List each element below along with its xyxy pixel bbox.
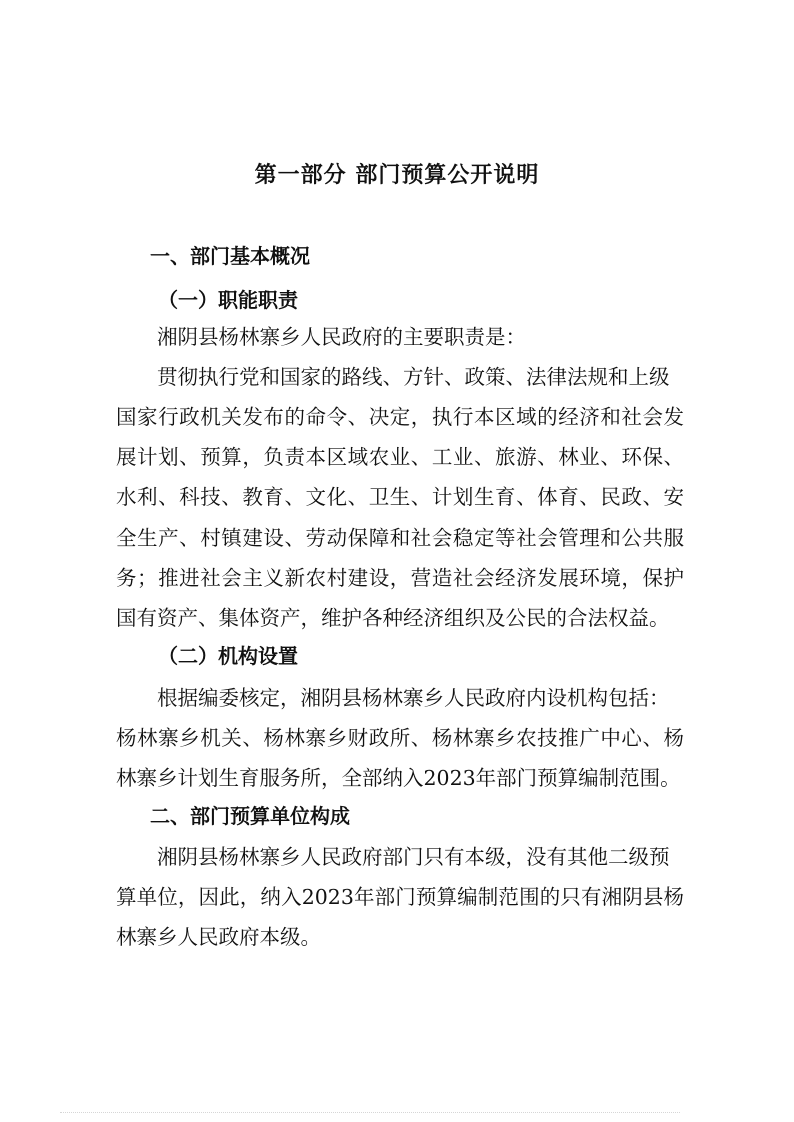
paragraph-line: 湘阴县杨林寨乡人民政府的主要职责是：	[157, 325, 526, 349]
subsection-heading-structure: （二）机构设置	[158, 644, 298, 668]
paragraph-line: 根据编委核定，湘阴县杨林寨乡人民政府内设机构包括：	[157, 686, 670, 710]
page-title: 第一部分 部门预算公开说明	[254, 163, 540, 188]
paragraph-line: 杨林寨乡机关、杨林寨乡财政所、杨林寨乡农技推广中心、杨	[116, 726, 684, 750]
paragraph-line: 算单位，因此，纳入2023年部门预算编制范围的只有湘阴县杨	[116, 885, 684, 909]
paragraph-line: 林寨乡计划生育服务所，全部纳入2023年部门预算编制范围。	[116, 766, 681, 790]
paragraph-line: 贯彻执行党和国家的路线、方针、政策、法律法规和上级	[157, 365, 670, 389]
paragraph-line: 林寨乡人民政府本级。	[116, 925, 321, 949]
paragraph-line: 国有资产、集体资产，维护各种经济组织及公民的合法权益。	[116, 606, 670, 630]
paragraph-line: 展计划、预算，负责本区域农业、工业、旅游、林业、环保、	[116, 445, 684, 469]
paragraph-line: 务；推进社会主义新农村建设，营造社会经济发展环境，保护	[116, 566, 684, 590]
subsection-heading-duties: （一）职能职责	[158, 288, 298, 312]
paragraph-line: 水利、科技、教育、文化、卫生、计划生育、体育、民政、安	[116, 485, 684, 509]
scan-artifact-divider	[60, 1112, 680, 1116]
paragraph-line: 湘阴县杨林寨乡人民政府部门只有本级，没有其他二级预	[157, 845, 670, 869]
paragraph-line: 国家行政机关发布的命令、决定，执行本区域的经济和社会发	[116, 405, 684, 429]
paragraph-line: 全生产、村镇建设、劳动保障和社会稳定等社会管理和公共服	[116, 526, 684, 550]
section-heading-overview: 一、部门基本概况	[150, 244, 310, 268]
section-heading-units: 二、部门预算单位构成	[150, 804, 350, 828]
